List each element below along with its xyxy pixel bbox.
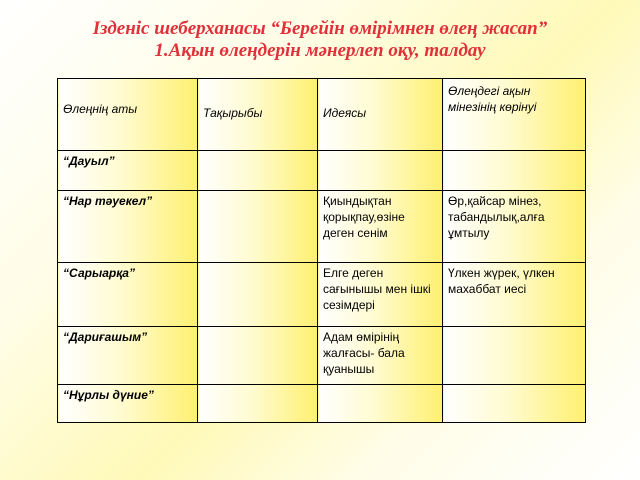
slide-title: [0, 18, 640, 62]
row-poem-name: “Нар тәуекел”: [58, 191, 198, 263]
row-character: Үлкен жүрек, үлкен махаббат иесі: [443, 263, 586, 327]
title-line-1: Ізденіс шеберханасы “Берейін өмірімнен өлең жасап”: [92, 18, 548, 39]
header-topic: Тақырыбы: [198, 79, 318, 151]
row-character: [443, 151, 586, 191]
header-row: [58, 79, 586, 151]
analysis-table: [57, 78, 586, 423]
row-poem-name: “Дауыл”: [58, 151, 198, 191]
table-row: [58, 151, 586, 191]
row-poem-name: “Сарыарқа”: [58, 263, 198, 327]
header-idea: Идеясы: [318, 79, 443, 151]
row-idea: Елге деген сағынышы мен ішкі сезімдері: [318, 263, 443, 327]
row-idea: Қиындықтан қорықпау,өзіне деген сенім: [318, 191, 443, 263]
header-character: Өлеңдегі ақын мінезінің көрінуі: [443, 79, 586, 151]
header-poem-name: Өлеңнің аты: [58, 79, 198, 151]
row-poem-name: “Дариғашым”: [58, 327, 198, 385]
row-topic: [198, 327, 318, 385]
row-topic: [198, 263, 318, 327]
title-line-2: 1.Ақын өлеңдерін мәнерлеп оқу, талдау: [154, 40, 486, 61]
row-topic: [198, 385, 318, 423]
table-row: [58, 327, 586, 385]
table-row: [58, 385, 586, 423]
row-character: [443, 385, 586, 423]
table-row: [58, 191, 586, 263]
table-row: [58, 263, 586, 327]
row-idea: Адам өмірінің жалғасы- бала қуанышы: [318, 327, 443, 385]
row-poem-name: “Нұрлы дүние”: [58, 385, 198, 423]
row-topic: [198, 191, 318, 263]
row-character: Өр,қайсар мінез, табандылық,алға ұмтылу: [443, 191, 586, 263]
row-topic: [198, 151, 318, 191]
row-character: [443, 327, 586, 385]
row-idea: [318, 151, 443, 191]
row-idea: [318, 385, 443, 423]
